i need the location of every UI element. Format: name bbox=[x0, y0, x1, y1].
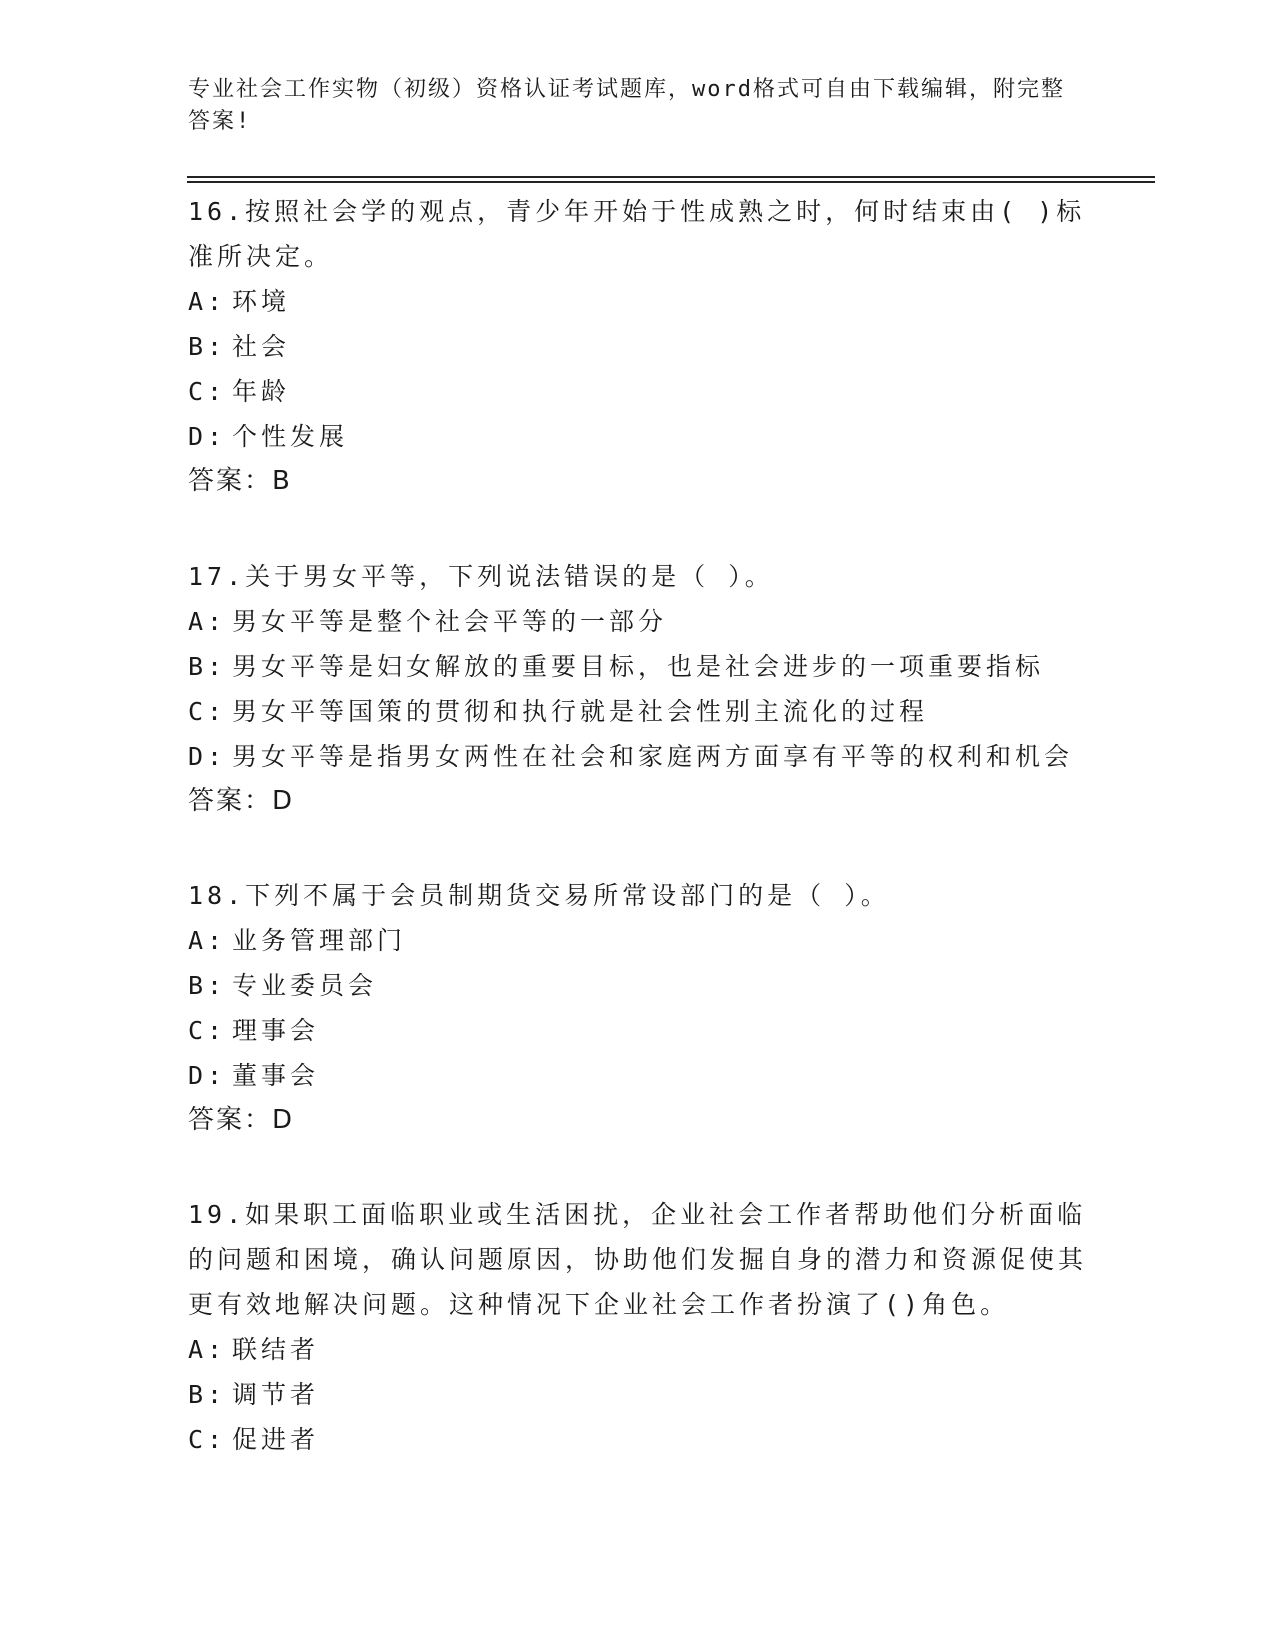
option-letter: B: bbox=[188, 332, 227, 361]
option-letter: A: bbox=[188, 1335, 227, 1364]
answer-line: 答案：D bbox=[188, 786, 295, 816]
option-text: 专业委员会 bbox=[232, 971, 378, 1000]
document-header: 专业社会工作实物（初级）资格认证考试题库，word格式可自由下载编辑，附完整答案! bbox=[188, 77, 1065, 134]
option-letter: B: bbox=[188, 971, 227, 1000]
option-letter: A: bbox=[188, 607, 227, 636]
option-b bbox=[188, 963, 1088, 1008]
answer-line: 答案：B bbox=[188, 466, 292, 496]
option-text: 环境 bbox=[232, 287, 291, 316]
option-text: 男女平等是指男女两性在社会和家庭两方面享有平等的权利和机会 bbox=[232, 742, 1074, 771]
option-text: 业务管理部门 bbox=[232, 926, 407, 955]
option-letter: C: bbox=[188, 1425, 227, 1454]
question-19 bbox=[188, 1192, 1088, 1462]
option-text: 调节者 bbox=[232, 1380, 320, 1409]
question-18 bbox=[188, 873, 1088, 1143]
option-text: 董事会 bbox=[232, 1061, 320, 1090]
option-a bbox=[188, 918, 1088, 963]
option-text: 联结者 bbox=[232, 1335, 320, 1364]
question-16 bbox=[188, 189, 1088, 504]
option-letter: D: bbox=[188, 422, 227, 451]
option-letter: B: bbox=[188, 1380, 227, 1409]
option-text: 男女平等是妇女解放的重要目标，也是社会进步的一项重要指标 bbox=[232, 652, 1045, 681]
option-letter: A: bbox=[188, 926, 227, 955]
question-stem: 19.如果职工面临职业或生活困扰，企业社会工作者帮助他们分析面临的问题和困境，确认问题原因，协助他们发掘自身的潜力和资源促使其更有效地解决问题。这种情况下企业社会工作者扮演了()角色。 bbox=[188, 1200, 1088, 1319]
option-a bbox=[188, 599, 1088, 644]
option-c bbox=[188, 1008, 1088, 1053]
option-b bbox=[188, 324, 1088, 369]
option-text: 个性发展 bbox=[232, 422, 349, 451]
header-divider-bottom bbox=[187, 181, 1155, 183]
question-stem: 16.按照社会学的观点，青少年开始于性成熟之时，何时结束由( )标准所决定。 bbox=[188, 197, 1086, 271]
option-a bbox=[188, 1327, 1088, 1372]
option-letter: C: bbox=[188, 377, 227, 406]
option-b bbox=[188, 1372, 1088, 1417]
option-text: 男女平等是整个社会平等的一部分 bbox=[232, 607, 668, 636]
option-letter: B: bbox=[188, 652, 227, 681]
option-text: 男女平等国策的贯彻和执行就是社会性别主流化的过程 bbox=[232, 697, 929, 726]
option-text: 年龄 bbox=[232, 377, 291, 406]
option-text: 理事会 bbox=[232, 1016, 320, 1045]
option-text: 促进者 bbox=[232, 1425, 320, 1454]
answer-line: 答案：D bbox=[188, 1105, 295, 1135]
option-d bbox=[188, 1053, 1088, 1098]
option-d bbox=[188, 414, 1088, 459]
question-17 bbox=[188, 554, 1088, 824]
option-text: 社会 bbox=[232, 332, 291, 361]
option-c bbox=[188, 689, 1088, 734]
option-letter: A: bbox=[188, 287, 227, 316]
option-letter: C: bbox=[188, 697, 227, 726]
option-a bbox=[188, 279, 1088, 324]
header-divider-top bbox=[187, 176, 1155, 178]
option-c bbox=[188, 1417, 1088, 1462]
option-d bbox=[188, 734, 1088, 779]
option-b bbox=[188, 644, 1088, 689]
option-c bbox=[188, 369, 1088, 414]
option-letter: C: bbox=[188, 1016, 227, 1045]
option-letter: D: bbox=[188, 742, 227, 771]
question-stem: 17.关于男女平等，下列说法错误的是（ ）。 bbox=[188, 562, 774, 591]
question-stem: 18.下列不属于会员制期货交易所常设部门的是（ ）。 bbox=[188, 881, 890, 910]
option-letter: D: bbox=[188, 1061, 227, 1090]
